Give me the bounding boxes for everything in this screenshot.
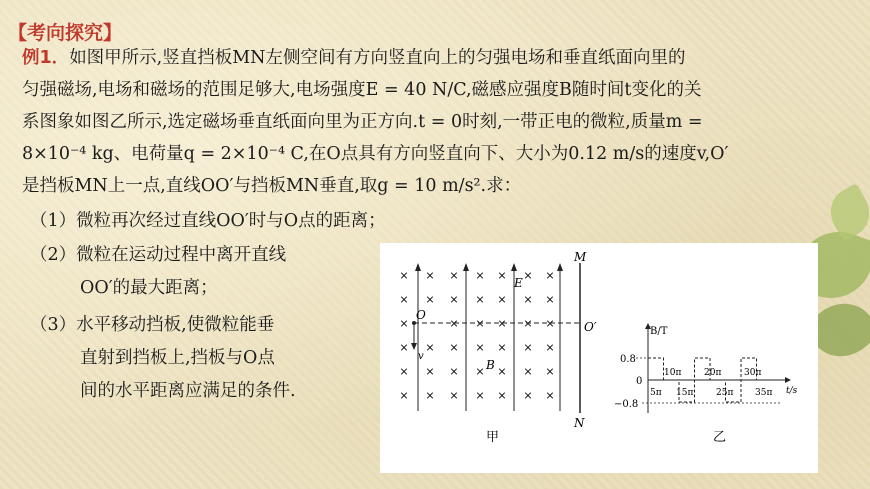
problem-text: 是挡板MN上一点,直线OO′与挡板MN垂直,取g = 10 m/s².求： [22, 176, 522, 196]
magnetic-field-cross: × [425, 365, 435, 378]
magnetic-field-cross: × [449, 317, 459, 330]
magnetic-field-cross: × [475, 365, 485, 378]
problem-line-4 [22, 139, 728, 171]
magnetic-field-crosses [399, 269, 554, 402]
y-tick-label: 0 [636, 376, 643, 387]
label-o: O [416, 308, 426, 322]
figure-svg [380, 243, 818, 473]
magnetic-field-cross: × [449, 269, 459, 282]
question-text: （1）微粒再次经过直线OO′时与O点的距离； [30, 211, 386, 231]
label-e: E [514, 276, 523, 290]
problem-text: 8×10⁻⁴ kg、电荷量q = 2×10⁻⁴ C,在O点具有方向竖直向下、大小为0.12 m/s的速度v,O′ [22, 144, 729, 164]
magnetic-field-cross: × [425, 389, 435, 402]
magnetic-field-cross: × [425, 293, 435, 306]
section-title: 考向探究 [27, 22, 104, 44]
magnetic-field-cross: × [545, 317, 555, 330]
question-2 [30, 240, 286, 272]
question-text: OO′的最大距离； [80, 278, 218, 298]
question-text: （3）水平移动挡板,使微粒能垂 [30, 315, 275, 335]
electric-field-lines [415, 263, 563, 411]
magnetic-field-cross: × [399, 341, 409, 354]
magnetic-field-cross: × [475, 269, 485, 282]
field-line-arrowhead [415, 263, 421, 271]
magnetic-field-cross: × [545, 269, 555, 282]
x-tick-label: 35π [755, 388, 773, 398]
problem-line-2 [22, 75, 701, 107]
y-tick-label: −0.8 [614, 399, 639, 410]
magnetic-field-cross: × [497, 317, 507, 330]
magnetic-field-cross: × [545, 365, 555, 378]
label-v: v [418, 351, 424, 362]
field-line-arrowhead [557, 263, 563, 271]
magnetic-field-cross: × [399, 269, 409, 282]
question-1 [30, 206, 386, 238]
magnetic-field-cross: × [475, 341, 485, 354]
x-tick-label: 30π [744, 368, 762, 378]
label-o-prime: O′ [584, 320, 597, 334]
problem-text: 如图甲所示,竖直挡板MN左侧空间有方向竖直向上的匀强电场和垂直纸面向里的 [69, 48, 686, 68]
magnetic-field-cross: × [449, 365, 459, 378]
label-m: M [574, 250, 587, 264]
figure-panel [380, 243, 818, 473]
magnetic-field-cross: × [545, 341, 555, 354]
magnetic-field-cross: × [449, 341, 459, 354]
magnetic-field-cross: × [523, 389, 533, 402]
magnetic-field-cross: × [523, 365, 533, 378]
y-axis-label: B/T [650, 326, 668, 337]
problem-text: 系图象如图乙所示,选定磁场垂直纸面向里为正方向.t = 0时刻,一带正电的微粒,质量m = [22, 112, 703, 132]
section-header [8, 18, 122, 45]
magnetic-field-cross: × [425, 269, 435, 282]
magnetic-field-cross: × [523, 269, 533, 282]
magnetic-field-cross: × [497, 269, 507, 282]
magnetic-field-cross: × [523, 341, 533, 354]
magnetic-field-cross: × [475, 317, 485, 330]
magnetic-field-cross: × [523, 293, 533, 306]
label-b: B [486, 358, 495, 372]
label-n: N [574, 416, 585, 430]
question-text: 直射到挡板上,挡板与O点 [80, 348, 275, 368]
magnetic-field-cross: × [449, 389, 459, 402]
problem-line-1 [22, 43, 685, 75]
caption-yi: 乙 [713, 430, 727, 445]
magnetic-field-cross: × [545, 389, 555, 402]
velocity-arrowhead [411, 343, 417, 350]
chart-b [614, 323, 798, 413]
magnetic-field-cross: × [545, 293, 555, 306]
magnetic-field-cross: × [523, 317, 533, 330]
problem-line-5 [22, 171, 521, 203]
example-label: 例1． [22, 48, 70, 68]
magnetic-field-cross: × [497, 389, 507, 402]
x-tick-label: 25π [716, 388, 734, 398]
question-3 [30, 310, 274, 342]
question-text: 间的水平距离应满足的条件. [80, 381, 296, 401]
magnetic-field-cross: × [399, 389, 409, 402]
magnetic-field-cross: × [399, 365, 409, 378]
question-2-cont [80, 273, 218, 305]
magnetic-field-cross: × [425, 341, 435, 354]
magnetic-field-cross: × [399, 293, 409, 306]
magnetic-field-cross: × [449, 293, 459, 306]
question-3-cont [80, 343, 275, 375]
magnetic-field-cross: × [399, 317, 409, 330]
x-tick-label: 20π [704, 368, 722, 378]
x-axis-label: t/s [786, 386, 798, 396]
magnetic-field-cross: × [497, 341, 507, 354]
bracket-left: 【 [8, 22, 28, 44]
magnetic-field-cross: × [475, 293, 485, 306]
x-tick-label: 5π [650, 388, 662, 398]
question-text: （2）微粒在运动过程中离开直线 [30, 245, 287, 265]
caption-jia: 甲 [486, 430, 500, 445]
x-tick-label: 15π [676, 388, 694, 398]
question-3-cont [80, 376, 296, 408]
magnetic-field-cross: × [475, 389, 485, 402]
problem-line-3 [22, 107, 703, 139]
problem-text: 匀强磁场,电场和磁场的范围足够大,电场强度E = 40 N/C,磁感应强度B随时间t变化的关 [22, 80, 702, 100]
y-tick-label: 0.8 [620, 354, 636, 365]
bracket-right: 】 [103, 22, 123, 44]
magnetic-field-cross: × [497, 365, 507, 378]
x-axis-arrow [785, 377, 791, 383]
magnetic-field-cross: × [497, 293, 507, 306]
x-tick-label: 10π [664, 368, 682, 378]
field-line-arrowhead [463, 263, 469, 271]
field-line-arrowhead [511, 263, 517, 271]
